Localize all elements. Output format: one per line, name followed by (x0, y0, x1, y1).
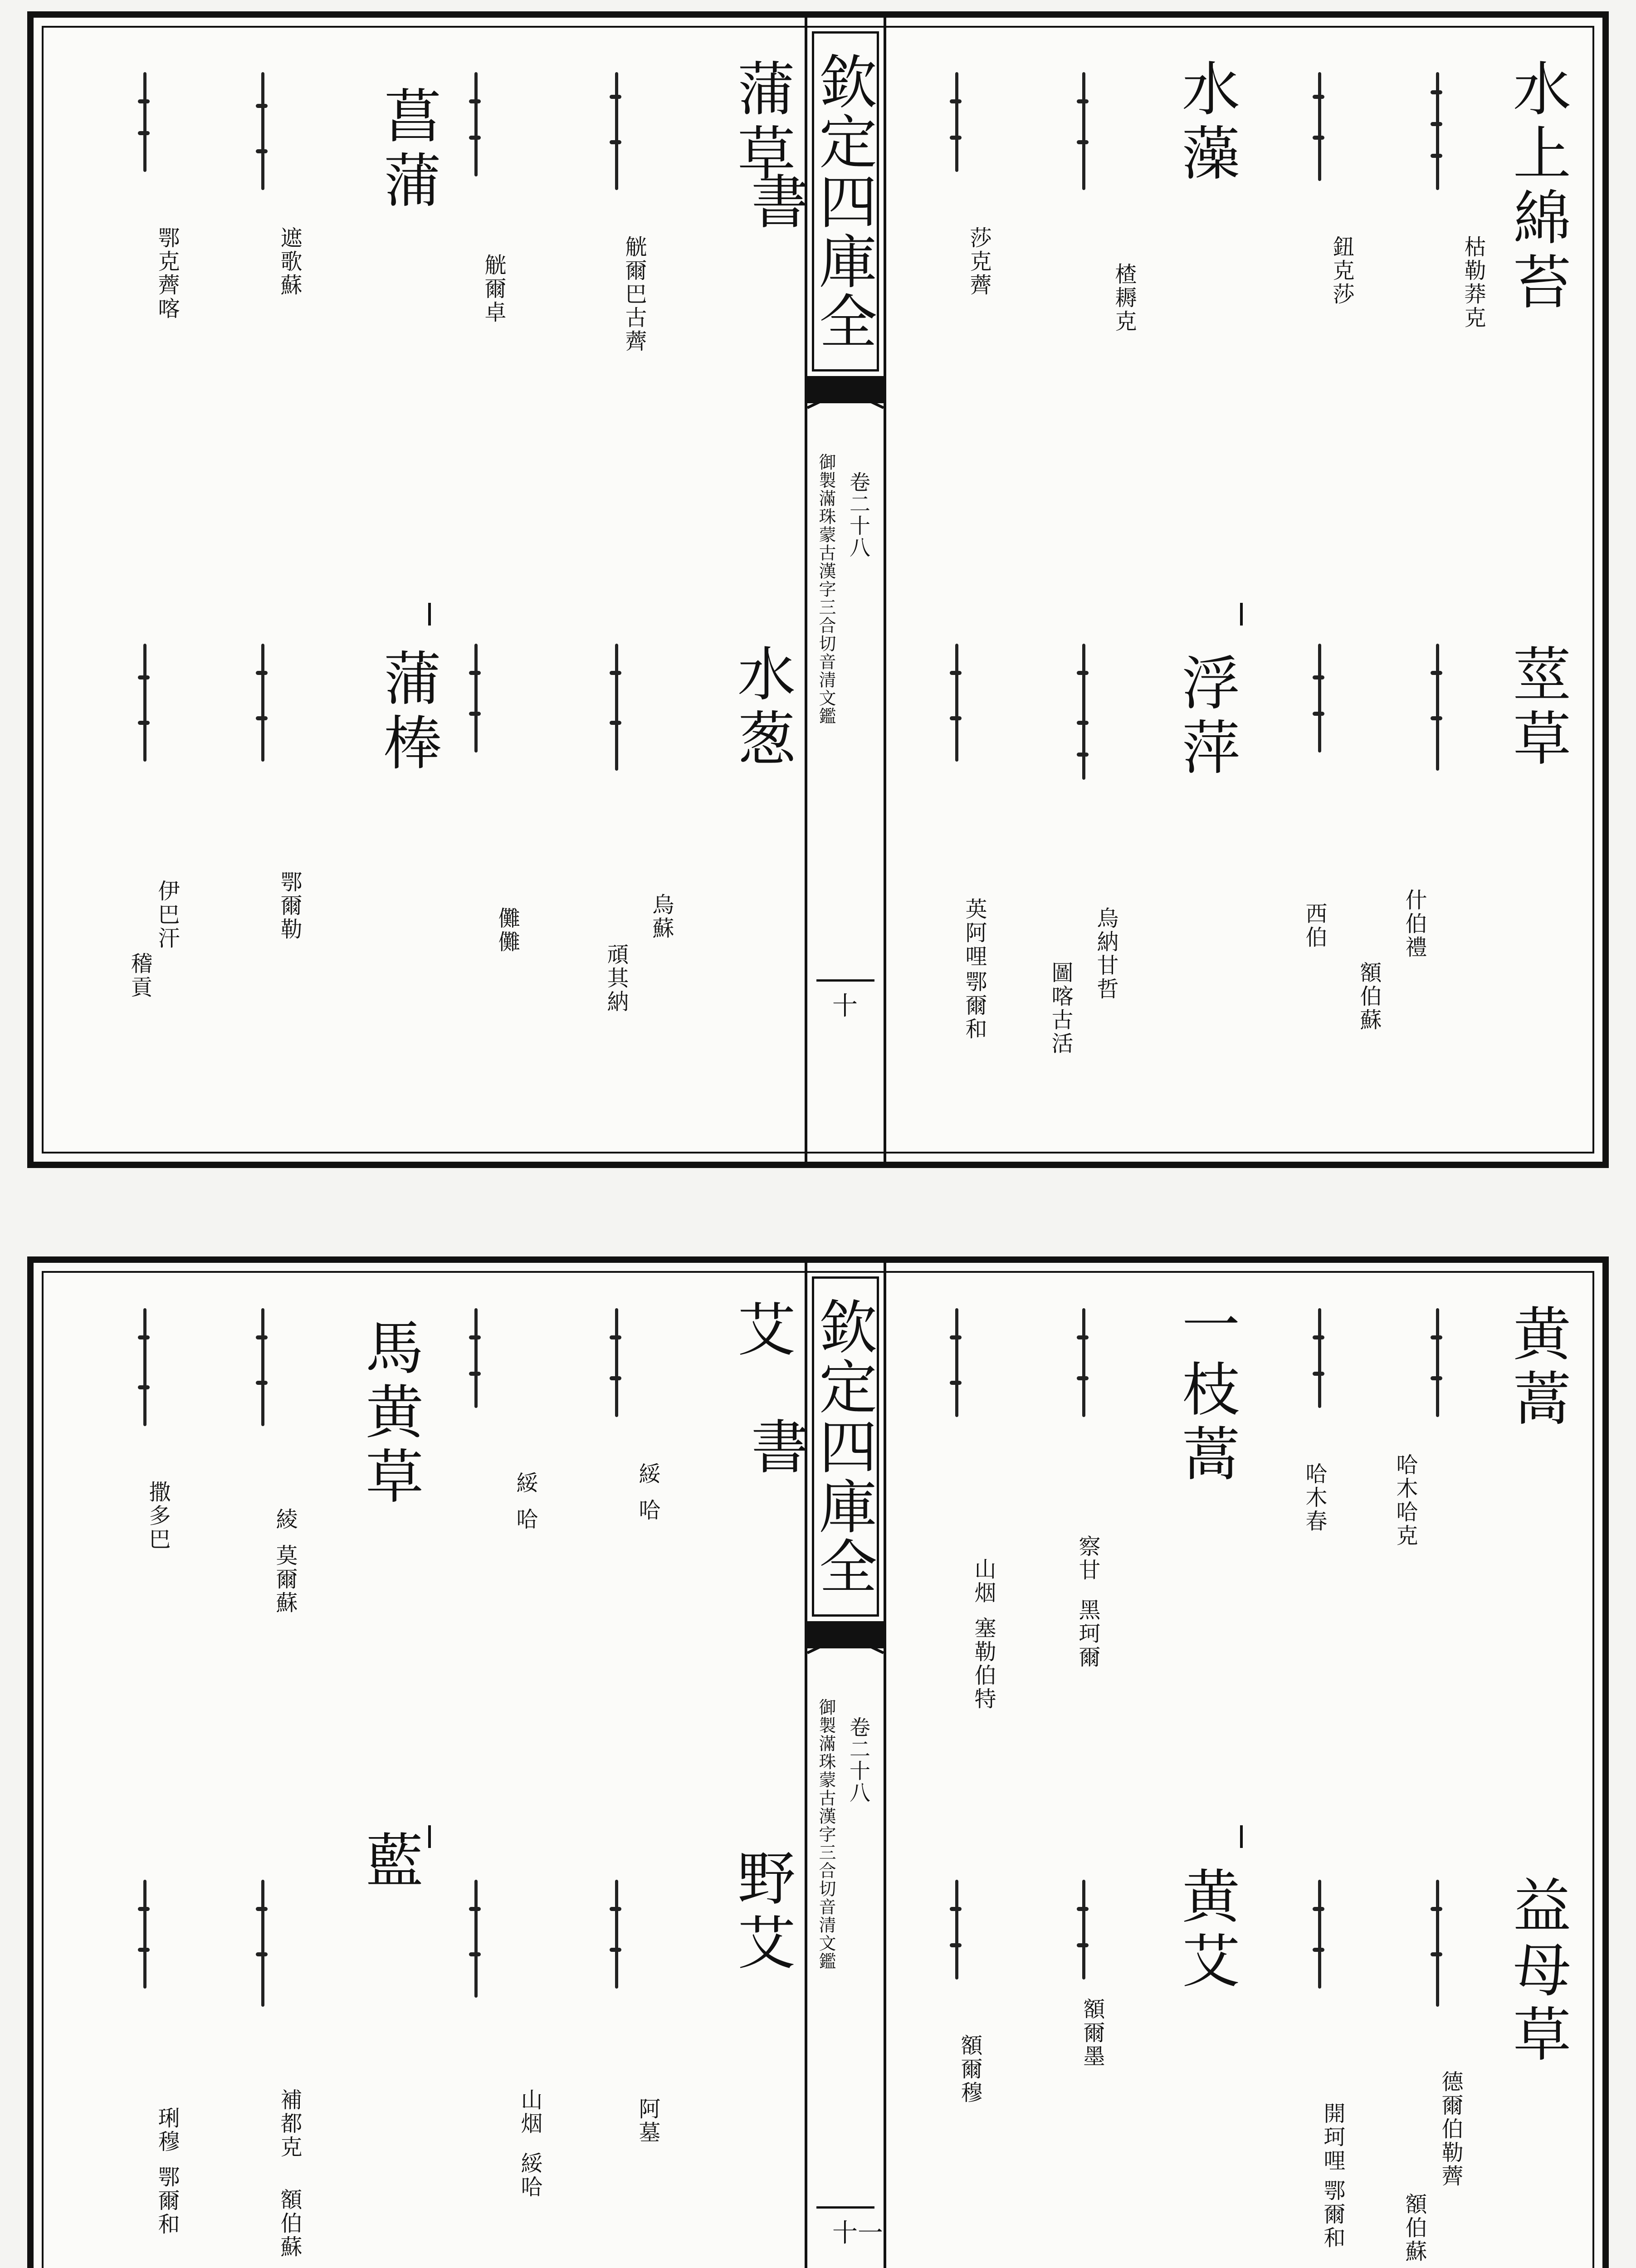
center-page-number: 十一 (832, 2219, 883, 2248)
gloss: 烏蘇 (649, 893, 674, 940)
headword: 黄蒿 (1503, 1304, 1571, 1432)
gloss: 山烟 (971, 1558, 996, 1605)
gloss: 察甘 (1075, 1535, 1100, 1582)
center-divider (816, 2206, 874, 2209)
manchu-script (1077, 1880, 1089, 1980)
gloss: 額爾墨 (1079, 1998, 1105, 2068)
center-title: 欽定四庫全書 (812, 31, 879, 371)
manchu-script (950, 72, 962, 172)
gloss: 莫爾蘇 (272, 1544, 298, 1615)
gloss: 烏納甘哲 (1093, 907, 1118, 1001)
gloss: 枯勒莽克 (1460, 235, 1486, 330)
manchu-script (610, 1880, 622, 1989)
gloss: 觥爾巴古薺 (621, 235, 647, 353)
gloss: 伊巴汗 (154, 880, 180, 950)
manchu-script (1431, 1880, 1443, 2007)
gloss: 頑其納 (603, 943, 629, 1014)
headword: 蒲棒 (374, 648, 441, 777)
headword: 藍 (356, 1830, 423, 1894)
gloss: 琍穆 (154, 2107, 180, 2154)
manchu-script (1313, 1308, 1325, 1408)
gloss: 額伯蘇 (1402, 2193, 1427, 2263)
gloss: 哈木哈克 (1392, 1453, 1418, 1548)
manchu-script (610, 1308, 622, 1417)
fishtail-ornament (807, 376, 884, 430)
gloss: 鄂爾和 (1320, 2179, 1345, 2250)
center-book-title: 御製滿珠蒙古漢字三合切音清文鑑 (816, 1698, 836, 1970)
manchu-script (469, 644, 482, 753)
column-rule (1240, 603, 1243, 626)
fishtail-ornament (807, 1621, 884, 1676)
gloss: 開珂哩 (1320, 2102, 1345, 2173)
gloss: 額伯蘇 (1356, 961, 1382, 1032)
gloss: 綏 (635, 1462, 660, 1486)
headword: 水藻 (1172, 59, 1240, 187)
gloss: 鄂爾和 (154, 2165, 180, 2236)
gloss: 稽貢 (127, 952, 152, 999)
center-book-title: 御製滿珠蒙古漢字三合切音清文鑑 (816, 453, 836, 725)
manchu-script (1077, 72, 1089, 190)
headword: 黄艾 (1172, 1866, 1240, 1995)
manchu-script (138, 644, 151, 762)
column-rule (428, 1825, 431, 1848)
top-page (27, 11, 1609, 1168)
gloss: 圖喀古活 (1048, 961, 1073, 1056)
manchu-script (469, 1308, 482, 1408)
manchu-script (256, 644, 269, 762)
manchu-script (138, 72, 151, 172)
manchu-script (1077, 1308, 1089, 1417)
manchu-script (950, 644, 962, 762)
headword: 菖蒲 (374, 86, 441, 215)
center-title: 欽定四庫全書 (812, 1276, 879, 1617)
headword: 益母草 (1503, 1875, 1571, 2068)
headword: 莖草 (1503, 644, 1571, 772)
gloss: 遮歌蘇 (277, 226, 302, 297)
gloss: 綏 (513, 1471, 538, 1495)
gloss: 德爾伯勒薺 (1438, 2070, 1463, 2188)
gloss: 鄂爾和 (962, 970, 987, 1041)
manchu-script (469, 1880, 482, 1998)
gloss: 哈 (635, 1499, 660, 1522)
gloss: 山烟 (517, 2088, 542, 2136)
gloss: 綾 (272, 1508, 298, 1531)
manchu-script (610, 72, 622, 190)
manchu-script (138, 1308, 151, 1426)
column-rule (1240, 1825, 1243, 1848)
gloss: 儺儺 (494, 907, 520, 954)
headword: 馬黄草 (356, 1317, 423, 1510)
manchu-script (1313, 72, 1325, 181)
manchu-script (256, 72, 269, 190)
center-volume: 卷二十八 (846, 1716, 871, 1804)
headword: 水葱 (728, 644, 795, 772)
headword: 水上綿苔 (1503, 59, 1571, 316)
gloss: 觥爾卓 (481, 254, 506, 324)
gloss: 阿墓 (635, 2097, 660, 2145)
gloss: 什伯禮 (1402, 889, 1427, 959)
column-rule (428, 603, 431, 626)
headword: 蒲草 (728, 59, 795, 187)
gloss: 黑珂爾 (1075, 1598, 1100, 1669)
center-page-number: 十 (832, 992, 858, 1021)
gloss: 撒多巴 (145, 1481, 171, 1551)
gloss: 鄂克薺喀 (154, 226, 180, 321)
manchu-script (950, 1880, 962, 1980)
gloss: 鄂爾勒 (277, 870, 302, 941)
manchu-script (256, 1880, 269, 2007)
manchu-script (469, 72, 482, 176)
gloss: 楂耨克 (1111, 263, 1137, 333)
manchu-script (1431, 72, 1443, 190)
manchu-script (1077, 644, 1089, 780)
manchu-script (1313, 1880, 1325, 1989)
manchu-script (1431, 644, 1443, 771)
manchu-script (610, 644, 622, 771)
gloss: 哈 (513, 1508, 538, 1531)
gloss: 鈕克莎 (1329, 235, 1354, 306)
gloss: 塞勒伯特 (971, 1617, 996, 1711)
manchu-script (256, 1308, 269, 1426)
gloss: 英阿哩 (962, 898, 987, 968)
gloss: 西伯 (1302, 902, 1327, 949)
headword: 野艾 (728, 1848, 795, 1977)
headword: 艾 (728, 1299, 795, 1364)
gloss: 綏哈 (517, 2152, 542, 2199)
center-volume: 卷二十八 (846, 471, 871, 558)
gloss: 額爾穆 (957, 2034, 982, 2105)
gloss: 哈木春 (1302, 1462, 1327, 1533)
headword: 浮萍 (1172, 653, 1240, 782)
bottom-page (27, 1256, 1609, 2268)
manchu-script (138, 1880, 151, 1989)
headword: 一枝蒿 (1172, 1295, 1240, 1488)
manchu-script (1431, 1308, 1443, 1417)
gloss: 額伯蘇 (277, 2188, 302, 2259)
center-divider (816, 979, 874, 982)
manchu-script (1313, 644, 1325, 753)
gloss: 補都克 (277, 2088, 302, 2159)
manchu-script (950, 1308, 962, 1417)
gloss: 莎克薺 (966, 226, 991, 297)
